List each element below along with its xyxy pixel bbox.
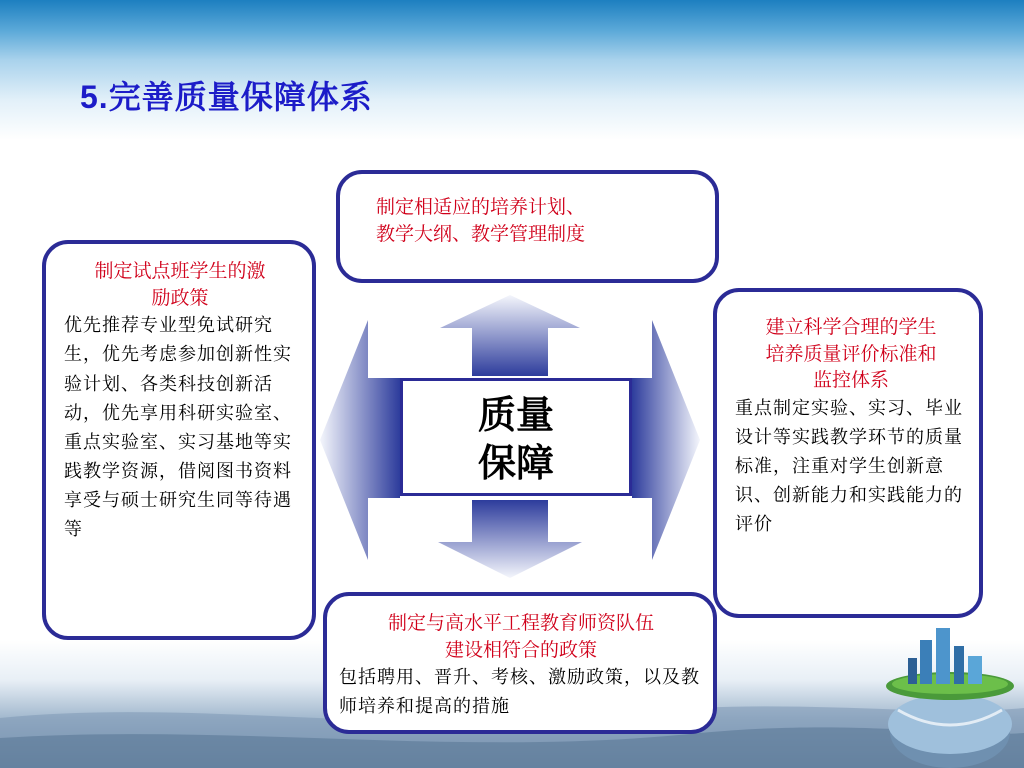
bottom-headline-line1: 制定与高水平工程教育师资队伍 [387,612,654,634]
left-headline-line2: 励政策 [151,286,209,309]
top-headline-line1: 制定相适应的培养计划、 [376,196,586,218]
right-box [713,288,983,618]
bottom-headline-line2: 建设相符合的政策 [444,638,597,661]
left-body: 优先推荐专业型免试研究生，优先考虑参加创新性实验计划、各类科技创新活动，优先享用科研实验室、重点实验室、实习基地等实践教学资源，借阅图书资料享受与硕士研究生同等待遇等 [64,315,292,541]
right-headline-line3: 监控体系 [812,369,889,392]
bottom-box [323,592,717,734]
left-headline-line1: 制定试点班学生的激 [94,260,266,282]
right-headline-line2: 培养质量评价标准和 [765,342,937,365]
right-body: 重点制定实验、实习、毕业设计等实践教学环节的质量标准，注重对学生创新意识、创新能力和实践能力的评价 [735,397,963,536]
right-headline-line1: 建立科学合理的学生 [765,316,937,338]
center-label-line2: 保障 [477,441,554,485]
center-box-quality-assurance [400,378,632,496]
bottom-body: 包括聘用、晋升、考核、激励政策，以及教师培养和提高的措施 [339,667,700,718]
city-globe-icon [880,620,1020,768]
arrow-left [320,320,400,560]
arrow-right [632,320,700,560]
center-label-line1: 质量 [477,393,554,437]
arrow-down [438,500,582,578]
arrow-up [440,295,580,376]
slide-title: 5.完善质量保障体系 [80,79,373,115]
top-box [336,170,719,283]
left-box [42,240,316,640]
top-headline-line2: 教学大纲、教学管理制度 [376,222,586,245]
